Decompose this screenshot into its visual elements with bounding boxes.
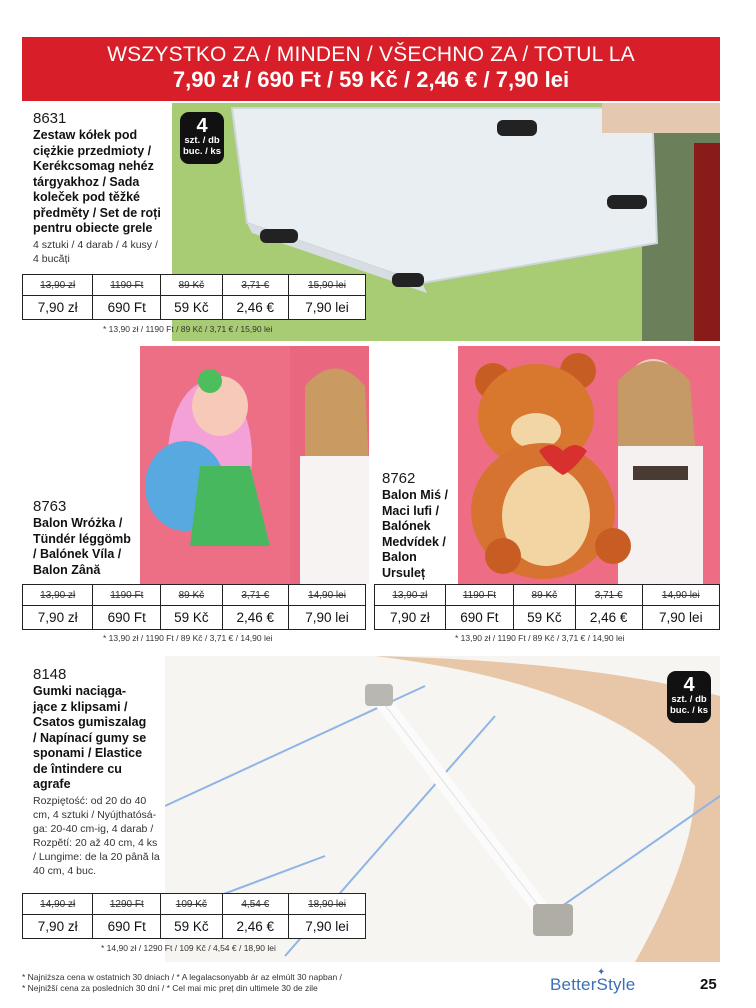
brand-logo	[550, 967, 636, 995]
new-price: 7,90 zł	[23, 296, 93, 320]
old-price: 3,71 €	[575, 585, 642, 606]
new-price: 690 Ft	[93, 606, 161, 630]
page-number: 25	[700, 976, 717, 993]
footer-note-line: * Nejnižší cena za posledních 30 dní / * Cel mai mic preț din ultimele 30 de zile	[22, 983, 318, 993]
product-name-line: Balon	[382, 550, 417, 564]
product-desc-line: 4 sztuki / 4 darab / 4 kusy /	[33, 238, 158, 251]
product-name-block	[33, 128, 173, 266]
new-price: 2,46 €	[222, 915, 289, 939]
old-price: 18,90 lei	[289, 894, 366, 915]
product-name-line: Gumki naciąga-	[33, 684, 127, 698]
old-price-row	[23, 585, 366, 606]
price-table-8763	[22, 584, 366, 630]
product-name-line: agrafe	[33, 777, 71, 791]
price-footnote: * 14,90 zł / 1290 Ft / 109 Kč / 4,54 € / 18,90 lei	[101, 943, 276, 953]
banner-title: WSZYSTKO ZA / MINDEN / VŠECHNO ZA / TOTUL LA	[107, 43, 635, 66]
product-photo-8762	[458, 346, 720, 584]
new-price: 7,90 lei	[642, 606, 719, 630]
new-price-row	[23, 606, 366, 630]
old-price-row	[375, 585, 720, 606]
new-price: 7,90 zł	[23, 606, 93, 630]
product-name-block	[33, 516, 143, 578]
old-price: 1190 Ft	[93, 585, 161, 606]
old-price: 4,54 €	[222, 894, 289, 915]
product-desc-line: ga: 20-40 cm-ig, 4 darab /	[33, 822, 154, 835]
new-price: 2,46 €	[222, 606, 289, 630]
old-price: 1190 Ft	[93, 275, 161, 296]
product-name-line: tárgyakhoz / Sada	[33, 174, 140, 189]
old-price: 89 Kč	[161, 585, 222, 606]
old-price-row	[23, 894, 366, 915]
old-price: 15,90 lei	[289, 275, 366, 296]
product-name-line: Ursuleț	[382, 565, 426, 580]
badge-unit-1: szt. / db	[184, 135, 220, 146]
product-name-line: jące z klipsami /	[33, 699, 128, 714]
product-name-block	[382, 488, 462, 581]
quantity-badge-8148	[667, 671, 711, 723]
new-price-row	[375, 606, 720, 630]
new-price: 7,90 lei	[289, 915, 366, 939]
product-desc-line: 4 bucăți	[33, 252, 70, 265]
old-price: 13,90 zł	[375, 585, 446, 606]
quantity-badge-8631	[180, 112, 224, 164]
product-name-line: Zestaw kółek pod	[33, 128, 138, 142]
brand-name: BetterStyle	[550, 975, 636, 994]
old-price: 14,90 lei	[642, 585, 719, 606]
new-price: 7,90 lei	[289, 606, 366, 630]
price-footnote: * 13,90 zł / 1190 Ft / 89 Kč / 3,71 € / 15,90 lei	[103, 324, 273, 334]
old-price: 1190 Ft	[445, 585, 513, 606]
new-price: 7,90 zł	[23, 915, 93, 939]
new-price: 2,46 €	[222, 296, 289, 320]
star-icon: ✦	[597, 967, 606, 978]
product-desc-line: Rozpětí: 20 až 40 cm, 4 ks	[33, 836, 158, 849]
product-desc-line: / Lungime: de la 20 până la	[33, 850, 160, 863]
badge-count: 4	[683, 674, 695, 696]
product-name-line: / Napínací gumy se	[33, 730, 147, 745]
product-name-line: Kerékcsomag nehéz	[33, 159, 154, 173]
badge-unit-2: buc. / ks	[182, 145, 221, 157]
product-code: 8148	[33, 666, 67, 683]
product-code: 8762	[382, 470, 416, 487]
product-name-line: sponami / Elastice	[33, 746, 143, 760]
footer-notes	[22, 972, 342, 993]
fairy-balloon-image	[140, 346, 369, 584]
product-name-line: Tündér léggömb	[33, 531, 131, 546]
product-name-line: ciężkie przedmioty /	[33, 143, 152, 158]
new-price: 7,90 zł	[375, 606, 446, 630]
product-name-line: Balónek	[382, 519, 431, 533]
price-table-8148	[22, 893, 366, 939]
price-table-8762	[374, 584, 720, 630]
badge-count: 4	[196, 115, 208, 137]
product-name-line: Balon Miś /	[382, 488, 448, 502]
product-code: 8763	[33, 498, 67, 515]
old-price: 89 Kč	[161, 275, 222, 296]
badge-unit-2: buc. / ks	[669, 704, 708, 716]
old-price: 13,90 zł	[23, 275, 93, 296]
product-name-line: pentru obiecte grele	[33, 221, 153, 235]
new-price: 59 Kč	[514, 606, 576, 630]
new-price: 59 Kč	[161, 296, 222, 320]
bear-balloon-image	[458, 346, 720, 584]
product-desc-line: 40 cm, 4 buc.	[33, 864, 97, 877]
product-name-line: Balon Wróżka /	[33, 516, 123, 530]
old-price-row	[23, 275, 366, 296]
new-price: 7,90 lei	[289, 296, 366, 320]
new-price-row	[23, 296, 366, 320]
new-price-row	[23, 915, 366, 939]
product-name-block	[33, 684, 168, 878]
old-price: 13,90 zł	[23, 585, 93, 606]
footer-note-line: * Najniższa cena w ostatnich 30 dniach / * A legalacsonyabb ár az elmúlt 30 napban /	[22, 972, 342, 982]
old-price: 14,90 zł	[23, 894, 93, 915]
product-name-line: Balon Zână	[33, 562, 101, 577]
product-name-line: předměty / Set de roți	[33, 205, 161, 220]
old-price: 3,71 €	[222, 585, 289, 606]
new-price: 690 Ft	[93, 296, 161, 320]
new-price: 690 Ft	[93, 915, 161, 939]
banner-prices: 7,90 zł / 690 Ft / 59 Kč / 2,46 € / 7,90 lei	[172, 67, 570, 92]
new-price: 2,46 €	[575, 606, 642, 630]
old-price: 109 Kč	[161, 894, 222, 915]
product-name-line: de întindere cu	[33, 761, 122, 776]
new-price: 59 Kč	[161, 915, 222, 939]
promo-banner	[22, 37, 720, 101]
old-price: 3,71 €	[222, 275, 289, 296]
price-table-8631	[22, 274, 366, 320]
product-name-line: Medvídek /	[382, 534, 446, 549]
product-name-line: Csatos gumiszalag	[33, 715, 147, 729]
product-desc-line: Rozpiętość: od 20 do 40	[33, 794, 147, 807]
product-photo-8763	[140, 346, 369, 584]
old-price: 14,90 lei	[289, 585, 366, 606]
new-price: 690 Ft	[445, 606, 513, 630]
old-price: 89 Kč	[514, 585, 576, 606]
product-name-line: Maci lufi /	[382, 503, 439, 518]
new-price: 59 Kč	[161, 606, 222, 630]
old-price: 1290 Ft	[93, 894, 161, 915]
badge-unit-1: szt. / db	[671, 694, 707, 705]
product-desc-line: cm, 4 sztuki / Nyújthatósá-	[33, 808, 157, 821]
product-code: 8631	[33, 110, 67, 127]
product-name-line: koleček pod těžké	[33, 190, 140, 204]
price-footnote: * 13,90 zł / 1190 Ft / 89 Kč / 3,71 € / 14,90 lei	[455, 633, 625, 643]
product-name-line: / Balónek Víla /	[33, 547, 122, 561]
price-footnote: * 13,90 zł / 1190 Ft / 89 Kč / 3,71 € / 14,90 lei	[103, 633, 273, 643]
